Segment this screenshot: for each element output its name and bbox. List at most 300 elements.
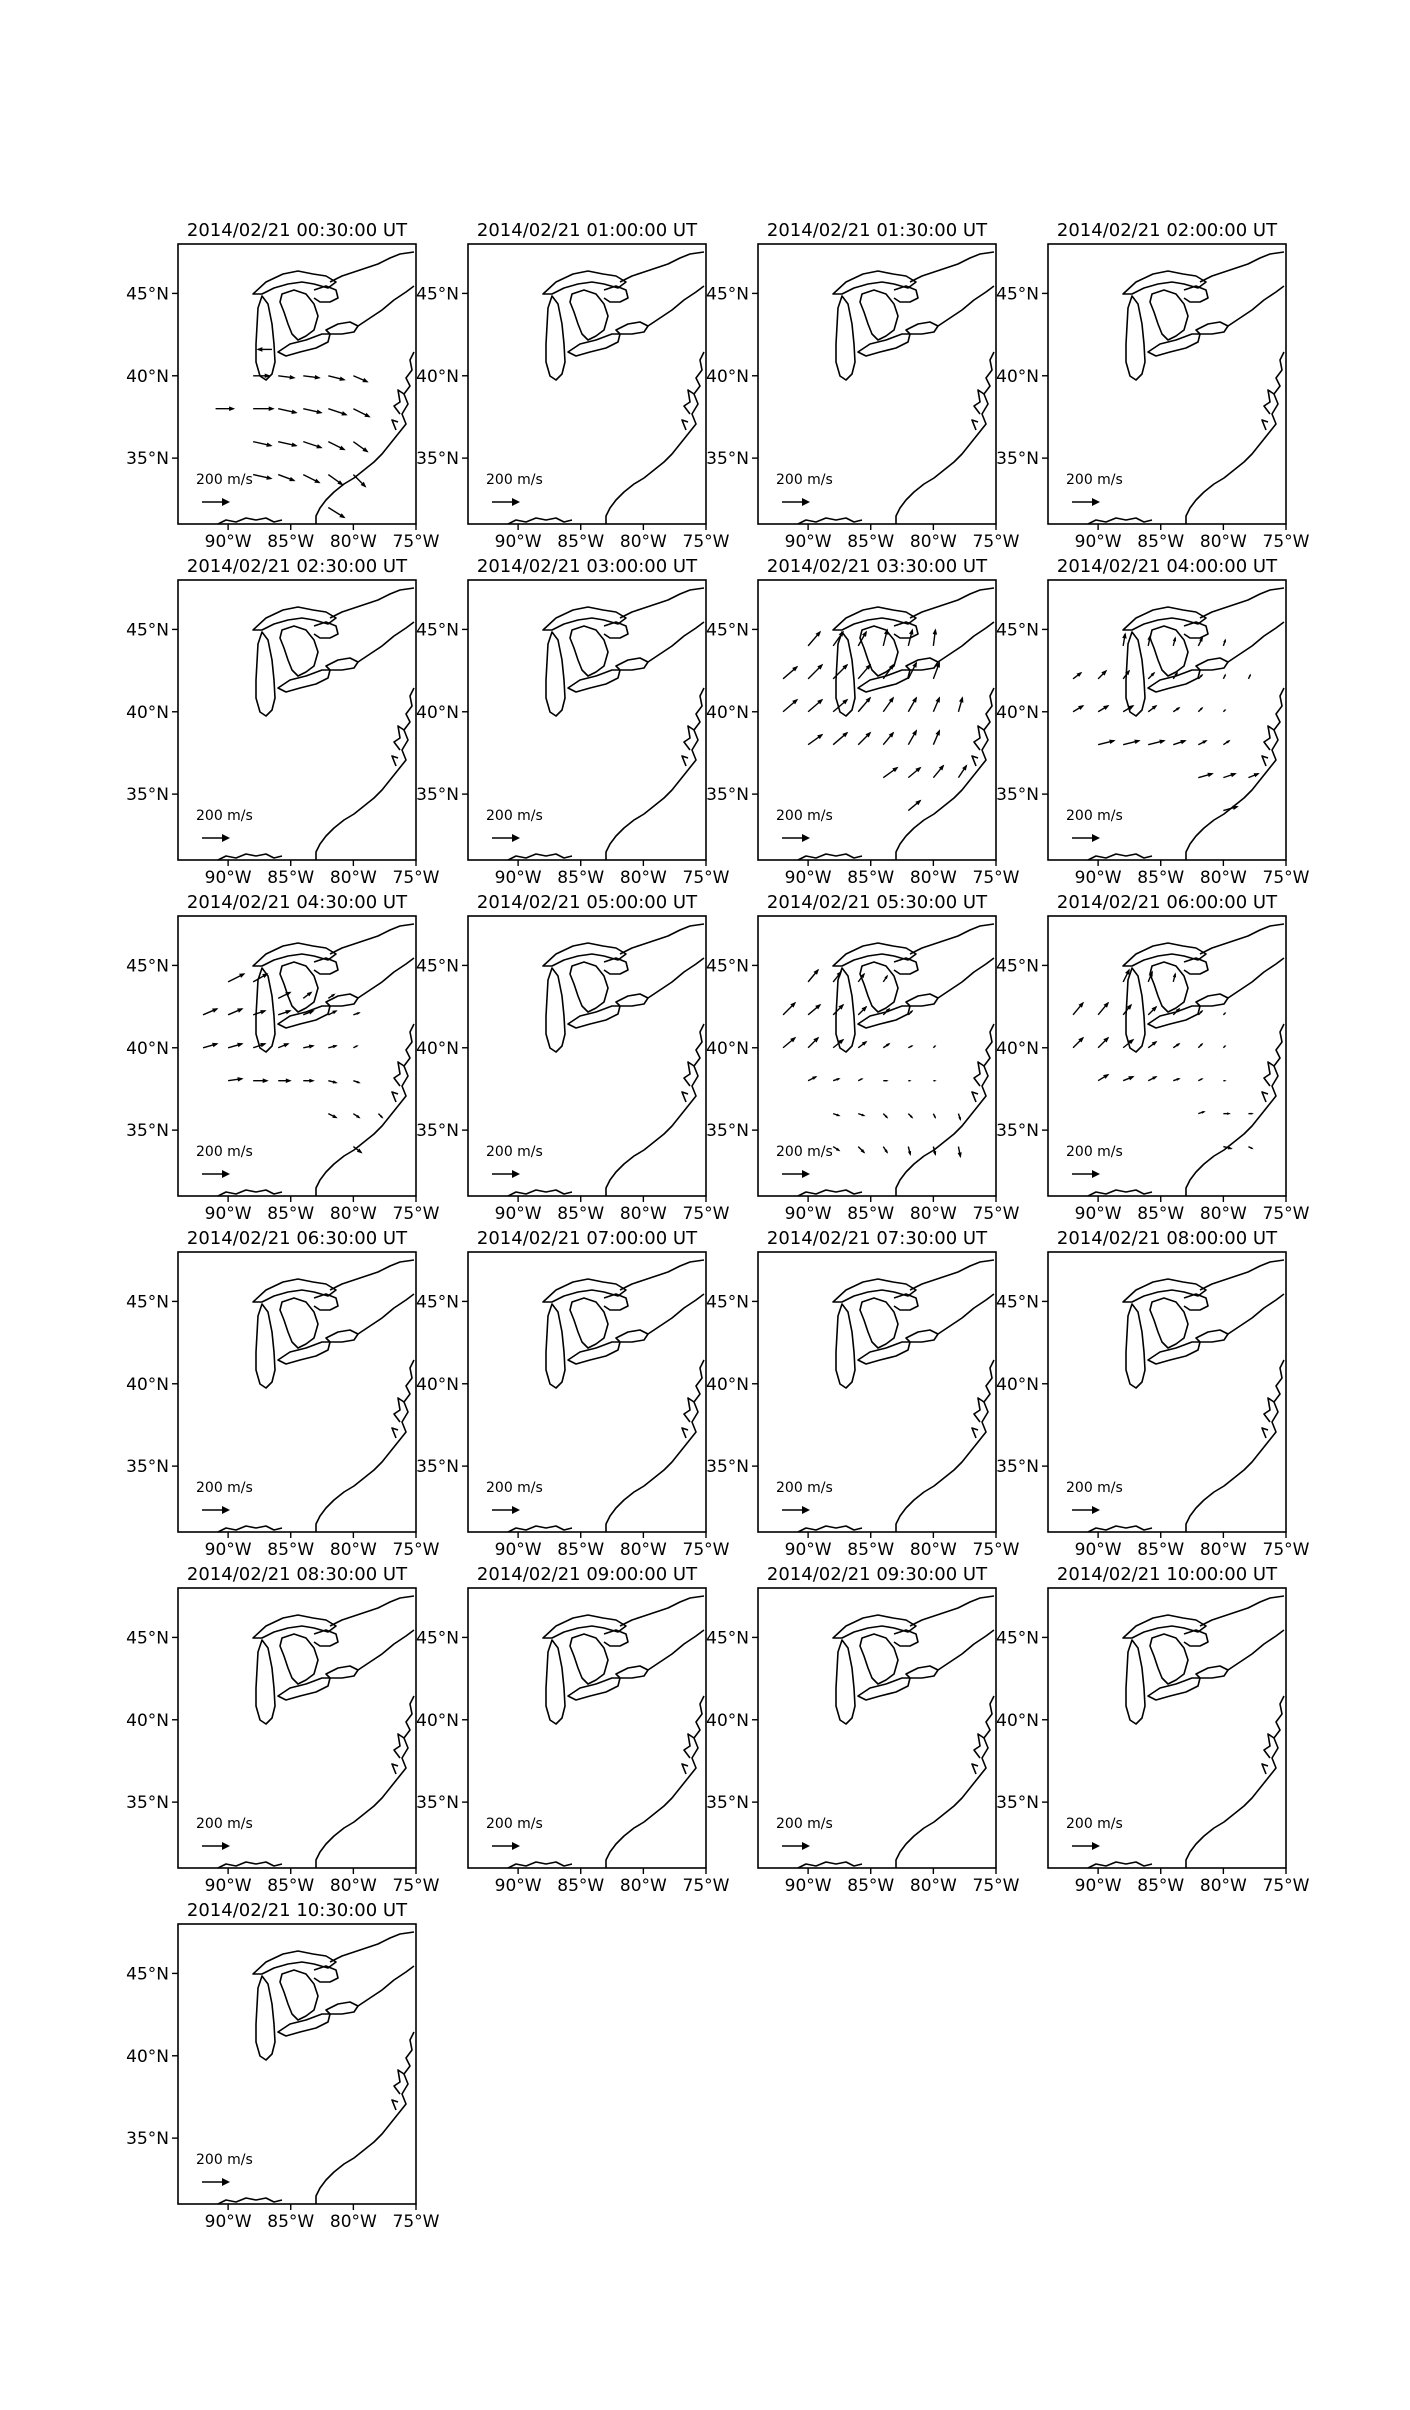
wind-vector-head (263, 1078, 269, 1083)
wind-vector-head (862, 631, 867, 637)
x-tick-label: 90°W (1074, 1204, 1122, 1224)
x-tick-label: 75°W (972, 1204, 1020, 1224)
y-tick-label: 35°N (126, 2129, 169, 2150)
x-tick-label: 75°W (1262, 1204, 1310, 1224)
wind-vector-head (256, 347, 262, 352)
y-tick-label: 40°N (416, 1374, 459, 1395)
x-tick-label: 90°W (204, 1540, 252, 1560)
wind-vector-head (936, 696, 941, 702)
wind-vector-head (1228, 1146, 1233, 1149)
x-tick-label: 75°W (392, 2212, 440, 2232)
x-tick-label: 85°W (847, 1876, 895, 1896)
panel-title: 2014/02/21 10:30:00 UT (186, 1900, 408, 1921)
x-tick-label: 80°W (329, 1204, 377, 1224)
x-tick-label: 80°W (1199, 1540, 1247, 1560)
map-panel (416, 220, 730, 552)
quiver-key-arrowhead (1092, 1842, 1100, 1850)
wind-vector-head (364, 413, 370, 418)
y-tick-label: 35°N (706, 785, 749, 806)
map-panel (706, 892, 1020, 1224)
quiver-key-label: 200 m/s (196, 1816, 253, 1832)
wind-vector-head (308, 1010, 314, 1014)
y-tick-label: 35°N (126, 449, 169, 470)
quiver-key-arrowhead (222, 2178, 230, 2186)
panel-title: 2014/02/21 01:00:00 UT (476, 220, 698, 241)
wind-vector-head (1128, 1076, 1134, 1080)
panel-title: 2014/02/21 04:00:00 UT (1056, 556, 1278, 577)
quiver-key-label: 200 m/s (196, 808, 253, 824)
x-tick-label: 85°W (557, 868, 605, 888)
panel-title: 2014/02/21 06:30:00 UT (186, 1228, 408, 1249)
y-tick-label: 45°N (126, 620, 169, 641)
wind-vector-head (933, 628, 938, 634)
quiver-key-label: 200 m/s (776, 1144, 833, 1160)
x-tick-label: 80°W (329, 868, 377, 888)
x-tick-label: 90°W (1074, 868, 1122, 888)
y-tick-label: 45°N (126, 1964, 169, 1985)
x-tick-label: 75°W (392, 1876, 440, 1896)
quiver-key-label: 200 m/s (1066, 472, 1123, 488)
y-tick-label: 40°N (996, 1374, 1039, 1395)
x-tick-label: 85°W (557, 1540, 605, 1560)
wind-vector-head (291, 443, 297, 447)
y-tick-label: 35°N (416, 1121, 459, 1142)
x-tick-label: 75°W (682, 1540, 730, 1560)
x-tick-label: 80°W (619, 1540, 667, 1560)
map-panel (996, 1564, 1310, 1896)
x-tick-label: 85°W (267, 1876, 315, 1896)
y-tick-label: 35°N (706, 1121, 749, 1142)
y-tick-label: 40°N (416, 1038, 459, 1059)
wind-vector-head (357, 1081, 361, 1084)
map-panel (126, 1564, 440, 1896)
x-tick-label: 85°W (267, 1540, 315, 1560)
x-tick-label: 85°W (1137, 1876, 1185, 1896)
wind-vector-head (316, 444, 322, 448)
wind-vector-head (836, 1114, 840, 1117)
quiver-key-arrowhead (222, 1170, 230, 1178)
x-tick-label: 85°W (847, 1540, 895, 1560)
x-tick-label: 80°W (1199, 532, 1247, 552)
y-tick-label: 35°N (126, 1457, 169, 1478)
y-tick-label: 40°N (996, 1710, 1039, 1731)
quiver-key-arrowhead (222, 1842, 230, 1850)
x-tick-label: 90°W (204, 1204, 252, 1224)
panel-title: 2014/02/21 07:30:00 UT (766, 1228, 988, 1249)
x-tick-label: 75°W (392, 868, 440, 888)
x-tick-label: 80°W (329, 1876, 377, 1896)
y-tick-label: 45°N (706, 956, 749, 977)
quiver-key-arrowhead (802, 1506, 810, 1514)
wind-vector-head (1125, 969, 1130, 975)
quiver-key-arrowhead (802, 1842, 810, 1850)
wind-vector-head (1173, 972, 1176, 977)
wind-vector-head (229, 406, 235, 411)
x-tick-label: 80°W (619, 1204, 667, 1224)
wind-vector-head (912, 729, 917, 735)
wind-vector-head (289, 477, 295, 481)
quiver-key-label: 200 m/s (196, 1144, 253, 1160)
wind-vector-head (1207, 773, 1213, 777)
y-tick-label: 35°N (706, 449, 749, 470)
quiver-key-arrowhead (512, 1842, 520, 1850)
x-tick-label: 80°W (1199, 1876, 1247, 1896)
wind-vector-head (315, 375, 321, 380)
quiver-key-label: 200 m/s (1066, 808, 1123, 824)
wind-vector-head (1227, 1112, 1231, 1115)
y-tick-label: 45°N (126, 1628, 169, 1649)
wind-vector-head (910, 1080, 912, 1081)
wind-vector-head (309, 1079, 315, 1083)
y-tick-label: 40°N (706, 1374, 749, 1395)
map-panel (996, 220, 1310, 552)
wind-vector-head (1225, 1080, 1227, 1081)
wind-vector-head (339, 377, 345, 381)
x-tick-label: 75°W (682, 1204, 730, 1224)
y-tick-label: 35°N (996, 449, 1039, 470)
quiver-key-arrowhead (1092, 1170, 1100, 1178)
wind-vector-head (1159, 740, 1165, 744)
y-tick-label: 40°N (706, 366, 749, 387)
wind-vector-head (339, 446, 345, 451)
y-tick-label: 45°N (416, 1628, 459, 1649)
x-tick-label: 75°W (1262, 868, 1310, 888)
x-tick-label: 90°W (784, 1540, 832, 1560)
wind-vector-head (286, 1078, 292, 1083)
wind-vector-head (362, 378, 368, 383)
x-tick-label: 90°W (204, 868, 252, 888)
wind-vector-head (341, 411, 347, 415)
panel-title: 2014/02/21 08:30:00 UT (186, 1564, 408, 1585)
x-tick-label: 90°W (494, 1204, 542, 1224)
wind-vector-head (357, 1012, 361, 1015)
wind-vector-head (1176, 1078, 1180, 1081)
wind-vector-head (812, 1076, 817, 1080)
x-tick-label: 85°W (847, 868, 895, 888)
y-tick-label: 40°N (126, 1038, 169, 1059)
y-tick-label: 40°N (996, 1038, 1039, 1059)
x-tick-label: 90°W (204, 2212, 252, 2232)
wind-vector-head (237, 1008, 243, 1013)
y-tick-label: 45°N (126, 956, 169, 977)
panel-title: 2014/02/21 08:00:00 UT (1056, 1228, 1278, 1249)
x-tick-label: 75°W (972, 1876, 1020, 1896)
wind-vector-head (912, 697, 917, 703)
panel-title: 2014/02/21 06:00:00 UT (1056, 892, 1278, 913)
y-tick-label: 40°N (996, 366, 1039, 387)
quiver-key-label: 200 m/s (776, 1816, 833, 1832)
quiver-key-label: 200 m/s (486, 1144, 543, 1160)
map-panel (706, 1564, 1020, 1896)
y-tick-label: 45°N (416, 620, 459, 641)
y-tick-label: 40°N (996, 702, 1039, 723)
x-tick-label: 90°W (784, 1204, 832, 1224)
quiver-key-label: 200 m/s (1066, 1816, 1123, 1832)
y-tick-label: 45°N (996, 284, 1039, 305)
wind-vector-head (958, 1117, 961, 1121)
y-tick-label: 40°N (416, 1710, 459, 1731)
wind-vector-head (959, 696, 963, 702)
wind-vector-head (212, 1043, 218, 1047)
wind-vector-head (1230, 773, 1236, 777)
wind-vector-head (936, 729, 941, 735)
map-panel (126, 1228, 440, 1560)
quiver-key-arrowhead (222, 498, 230, 506)
wind-vector-head (1173, 636, 1176, 641)
x-tick-label: 85°W (557, 1876, 605, 1896)
panel-title: 2014/02/21 09:30:00 UT (766, 1564, 988, 1585)
x-tick-label: 85°W (847, 1204, 895, 1224)
y-tick-label: 35°N (126, 785, 169, 806)
quiver-key-arrowhead (802, 834, 810, 842)
map-panel (126, 556, 440, 888)
x-tick-label: 90°W (1074, 1540, 1122, 1560)
x-tick-label: 80°W (909, 532, 957, 552)
map-panel (706, 220, 1020, 552)
x-tick-label: 80°W (909, 1540, 957, 1560)
wind-vector-head (314, 479, 320, 484)
wind-vector-head (1109, 740, 1115, 744)
wind-vector-head (836, 1078, 840, 1081)
x-tick-label: 90°W (204, 532, 252, 552)
panel-title: 2014/02/21 04:30:00 UT (186, 892, 408, 913)
wind-vector-head (908, 1151, 911, 1156)
wind-vector-head (332, 1114, 337, 1118)
quiver-key-label: 200 m/s (776, 808, 833, 824)
x-tick-label: 75°W (1262, 532, 1310, 552)
wind-vector-head (933, 1151, 936, 1156)
map-panel (996, 1228, 1310, 1560)
wind-vector-head (237, 1043, 243, 1047)
quiver-key-arrowhead (1092, 498, 1100, 506)
wind-vector-head (1202, 740, 1207, 744)
x-tick-label: 90°W (1074, 532, 1122, 552)
panel-title: 2014/02/21 02:00:00 UT (1056, 220, 1278, 241)
x-tick-label: 75°W (1262, 1876, 1310, 1896)
y-tick-label: 35°N (706, 1793, 749, 1814)
y-tick-label: 35°N (996, 1457, 1039, 1478)
x-tick-label: 90°W (494, 1540, 542, 1560)
quiver-key-arrowhead (512, 1506, 520, 1514)
x-tick-label: 85°W (1137, 1204, 1185, 1224)
wind-vector-head (1223, 639, 1226, 643)
x-tick-label: 85°W (267, 868, 315, 888)
map-panel (996, 556, 1310, 888)
wind-vector-head (332, 1010, 337, 1014)
quiver-key-label: 200 m/s (486, 1816, 543, 1832)
quiver-key-arrowhead (1092, 834, 1100, 842)
wind-vector-head (266, 443, 272, 447)
wind-vector-head (266, 475, 272, 479)
x-tick-label: 80°W (619, 1876, 667, 1896)
map-panel (416, 1228, 730, 1560)
map-panel (996, 892, 1310, 1224)
wind-vector-head (237, 1077, 243, 1082)
y-tick-label: 35°N (416, 1457, 459, 1478)
panel-title: 2014/02/21 03:00:00 UT (476, 556, 698, 577)
y-tick-label: 35°N (126, 1121, 169, 1142)
x-tick-label: 80°W (1199, 868, 1247, 888)
x-tick-label: 90°W (1074, 1876, 1122, 1896)
wind-vector-head (1152, 1076, 1157, 1080)
panel-title: 2014/02/21 02:30:00 UT (186, 556, 408, 577)
quiver-key-arrowhead (512, 498, 520, 506)
map-panel (416, 1564, 730, 1896)
x-tick-label: 75°W (972, 868, 1020, 888)
x-tick-label: 90°W (784, 868, 832, 888)
y-tick-label: 40°N (126, 1374, 169, 1395)
map-panel (706, 1228, 1020, 1560)
x-tick-label: 80°W (1199, 1204, 1247, 1224)
y-tick-label: 35°N (996, 1121, 1039, 1142)
panel-title: 2014/02/21 01:30:00 UT (766, 220, 988, 241)
y-tick-label: 40°N (706, 702, 749, 723)
x-tick-label: 80°W (909, 868, 957, 888)
wind-vector-head (909, 628, 913, 634)
wind-vector-head (1122, 632, 1127, 638)
map-panel (126, 220, 440, 552)
wind-vector-head (1134, 740, 1140, 744)
y-tick-label: 35°N (996, 785, 1039, 806)
quiver-key-label: 200 m/s (1066, 1480, 1123, 1496)
x-tick-label: 75°W (1262, 1540, 1310, 1560)
y-tick-label: 45°N (706, 620, 749, 641)
wind-vector-head (861, 1114, 865, 1117)
wind-vector-head (239, 973, 245, 978)
y-tick-label: 45°N (706, 1292, 749, 1313)
x-tick-label: 80°W (909, 1876, 957, 1896)
y-tick-label: 40°N (126, 366, 169, 387)
wind-vector-head (1233, 806, 1239, 810)
y-tick-label: 45°N (126, 1292, 169, 1313)
x-tick-label: 85°W (1137, 1540, 1185, 1560)
wind-vector-head (958, 1152, 962, 1158)
x-tick-label: 75°W (392, 532, 440, 552)
quiver-key-label: 200 m/s (776, 472, 833, 488)
x-tick-label: 85°W (557, 532, 605, 552)
x-tick-label: 75°W (392, 1204, 440, 1224)
wind-vector-head (1180, 740, 1186, 744)
panel-title: 2014/02/21 03:30:00 UT (766, 556, 988, 577)
wind-vector-head (309, 1045, 315, 1049)
quiver-key-label: 200 m/s (486, 808, 543, 824)
map-panel (706, 556, 1020, 888)
wind-vector-head (1254, 773, 1260, 777)
y-tick-label: 40°N (706, 1710, 749, 1731)
map-panel (416, 892, 730, 1224)
wind-vector-head (316, 410, 322, 415)
y-tick-label: 35°N (416, 449, 459, 470)
x-tick-label: 80°W (329, 1540, 377, 1560)
x-tick-label: 75°W (682, 1876, 730, 1896)
quiver-key-arrowhead (222, 834, 230, 842)
x-tick-label: 80°W (329, 532, 377, 552)
quiver-key-label: 200 m/s (486, 472, 543, 488)
wind-vector-head (333, 1045, 338, 1048)
y-tick-label: 35°N (996, 1793, 1039, 1814)
y-tick-label: 40°N (126, 2046, 169, 2067)
quiver-key-label: 200 m/s (196, 2152, 253, 2168)
quiver-key-arrowhead (512, 834, 520, 842)
wind-vector-head (1103, 705, 1109, 710)
y-tick-label: 40°N (416, 366, 459, 387)
x-tick-label: 80°W (329, 2212, 377, 2232)
x-tick-label: 75°W (682, 532, 730, 552)
y-tick-label: 45°N (996, 956, 1039, 977)
wind-vector-head (269, 406, 275, 411)
x-tick-label: 80°W (909, 1204, 957, 1224)
y-tick-label: 45°N (996, 1292, 1039, 1313)
wind-vector-head (1202, 1111, 1206, 1114)
panel-title: 2014/02/21 05:00:00 UT (476, 892, 698, 913)
wind-vector-head (962, 764, 967, 770)
y-tick-label: 35°N (416, 785, 459, 806)
wind-vector-head (283, 1043, 289, 1047)
quiver-key-arrowhead (512, 1170, 520, 1178)
y-tick-label: 45°N (706, 1628, 749, 1649)
quiver-key-arrowhead (802, 498, 810, 506)
panel-title: 2014/02/21 09:00:00 UT (476, 1564, 698, 1585)
x-tick-label: 90°W (784, 1876, 832, 1896)
x-tick-label: 85°W (1137, 868, 1185, 888)
panel-title: 2014/02/21 00:30:00 UT (186, 220, 408, 241)
x-tick-label: 85°W (267, 532, 315, 552)
y-tick-label: 35°N (706, 1457, 749, 1478)
panel-title: 2014/02/21 05:30:00 UT (766, 892, 988, 913)
y-tick-label: 45°N (416, 1292, 459, 1313)
x-tick-label: 80°W (619, 868, 667, 888)
y-tick-label: 45°N (996, 620, 1039, 641)
y-tick-label: 40°N (416, 702, 459, 723)
map-panel (126, 892, 440, 1224)
y-tick-label: 35°N (126, 1793, 169, 1814)
x-tick-label: 75°W (972, 1540, 1020, 1560)
map-panel (126, 1900, 440, 2232)
panel-title: 2014/02/21 10:00:00 UT (1056, 1564, 1278, 1585)
wind-vector-head (260, 1043, 266, 1047)
x-tick-label: 90°W (494, 532, 542, 552)
quiver-key-arrowhead (222, 1506, 230, 1514)
wind-vector-head (291, 410, 297, 415)
wind-vector-head (339, 513, 345, 518)
y-tick-label: 40°N (126, 702, 169, 723)
x-tick-label: 75°W (392, 1540, 440, 1560)
quiver-key-label: 200 m/s (1066, 1144, 1123, 1160)
quiver-key-label: 200 m/s (196, 1480, 253, 1496)
y-tick-label: 45°N (996, 1628, 1039, 1649)
y-tick-label: 40°N (706, 1038, 749, 1059)
y-tick-label: 45°N (126, 284, 169, 305)
x-tick-label: 85°W (847, 532, 895, 552)
y-tick-label: 45°N (706, 284, 749, 305)
wind-vector-head (1078, 705, 1084, 710)
quiver-key-arrowhead (802, 1170, 810, 1178)
wind-vector-head (1103, 1074, 1109, 1079)
x-tick-label: 90°W (784, 532, 832, 552)
quiver-key-label: 200 m/s (776, 1480, 833, 1496)
x-tick-label: 80°W (619, 532, 667, 552)
wind-vector-head (935, 1080, 937, 1081)
x-tick-label: 75°W (682, 868, 730, 888)
wind-vector-head (260, 1010, 266, 1014)
map-panel (416, 556, 730, 888)
x-tick-label: 85°W (557, 1204, 605, 1224)
quiver-key-label: 200 m/s (486, 1480, 543, 1496)
x-tick-label: 85°W (267, 2212, 315, 2232)
x-tick-label: 75°W (972, 532, 1020, 552)
panel-title: 2014/02/21 07:00:00 UT (476, 1228, 698, 1249)
wind-vector-head (212, 1008, 218, 1013)
